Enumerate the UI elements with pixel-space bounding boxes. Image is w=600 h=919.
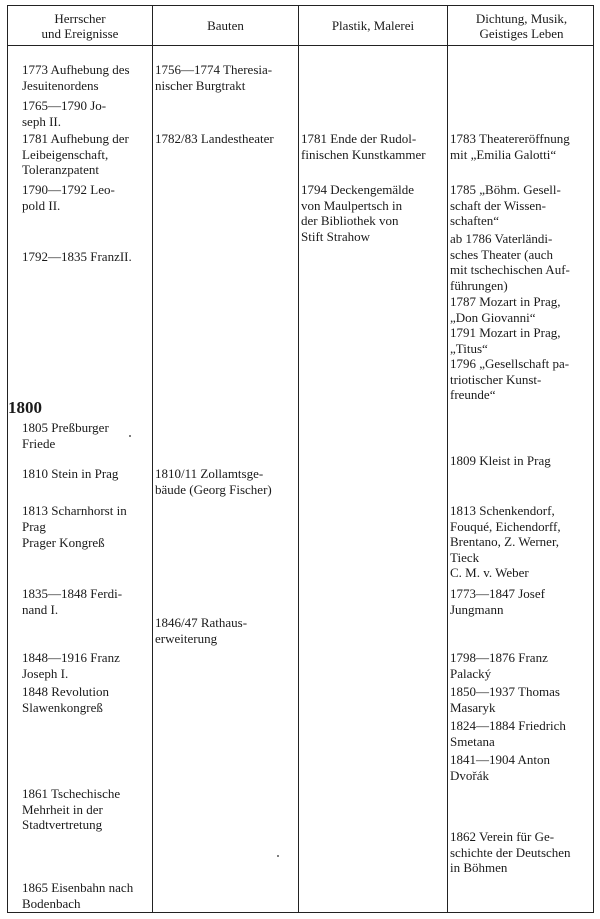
- header-literature-music: Dichtung, Musik, Geistiges Leben: [475, 10, 568, 41]
- event-entry: 1773 Aufhebung des Jesuitenordens: [22, 62, 130, 93]
- culture-entry: 1809 Kleist in Prag: [450, 453, 551, 468]
- culture-entry: 1785 „Böhm. Gesell- schaft der Wissen- schaften“: [450, 182, 561, 228]
- event-entry: 1813 Scharnhorst in Prag: [22, 503, 127, 534]
- speck: [277, 855, 279, 857]
- art-entry: 1794 Deckengemälde von Maulpertsch in der Bibliothek von Stift Strahow: [301, 182, 414, 244]
- event-entry: Prager Kongreß: [22, 535, 105, 550]
- event-entry: 1781 Aufhebung der Leibeigenschaft, Toleranzpatent: [22, 131, 129, 177]
- year-marker: 1800: [8, 398, 42, 417]
- culture-entry: 1850—1937 Thomas Masaryk: [450, 684, 560, 715]
- speck: [129, 435, 131, 437]
- event-entry: 1865 Eisenbahn nach Bodenbach: [22, 880, 134, 911]
- building-entry: 1810/11 Zollamtsge- bäude (Georg Fischer): [155, 466, 272, 497]
- building-entry: 1846/47 Rathaus- erweiterung: [155, 615, 248, 646]
- culture-entry: 1783 Theatereröffnung mit „Emilia Galotti“: [450, 131, 570, 162]
- column-divider: [152, 6, 153, 912]
- culture-entry: 1787 Mozart in Prag, „Don Giovanni“: [450, 294, 561, 325]
- culture-entry: 1791 Mozart in Prag, „Titus“: [450, 325, 561, 356]
- building-entry: 1756—1774 Theresia- nischer Burgtrakt: [155, 62, 273, 93]
- culture-entry: 1773—1847 Josef Jungmann: [450, 586, 545, 617]
- culture-entry: 1841—1904 Anton Dvořák: [450, 752, 551, 783]
- culture-entry: 1798—1876 Franz Palacký: [450, 650, 548, 681]
- event-entry: 1805 Preßburger Friede: [22, 420, 109, 451]
- column-divider: [447, 6, 448, 912]
- chronology-table: [7, 5, 594, 913]
- culture-entry: ab 1786 Vaterländi- sches Theater (auch mit tschechischen Auf- führungen): [450, 231, 570, 293]
- header-rulers-events: Herrscher und Ereignisse: [41, 10, 119, 41]
- header-divider: [8, 45, 593, 46]
- event-entry: 1810 Stein in Prag: [22, 466, 119, 481]
- building-entry: 1782/83 Landestheater: [155, 131, 274, 146]
- event-entry: 1792—1835 FranzII.: [22, 249, 132, 264]
- header-sculpture-painting: Plastik, Malerei: [331, 18, 415, 33]
- event-entry: 1835—1848 Ferdi- nand I.: [22, 586, 123, 617]
- column-divider: [298, 6, 299, 912]
- event-entry: 1861 Tschechische Mehrheit in der Stadtvertretung: [22, 786, 121, 832]
- culture-entry: 1862 Verein für Ge- schichte der Deutschen in Böhmen: [450, 829, 571, 875]
- culture-entry: 1796 „Gesellschaft pa- triotischer Kunst- freunde“: [450, 356, 570, 402]
- culture-entry: 1824—1884 Friedrich Smetana: [450, 718, 566, 749]
- art-entry: 1781 Ende der Rudol- finischen Kunstkammer: [301, 131, 426, 162]
- header-buildings: Bauten: [207, 18, 244, 33]
- event-entry: 1790—1792 Leo- pold II.: [22, 182, 115, 213]
- event-entry: 1765—1790 Jo- seph II.: [22, 98, 107, 129]
- culture-entry: 1813 Schenkendorf, Fouqué, Eichendorff, Brentano, Z. Werner, Tieck C. M. v. Weber: [450, 503, 561, 580]
- event-entry: 1848 Revolution Slawenkongreß: [22, 684, 110, 715]
- event-entry: 1848—1916 Franz Joseph I.: [22, 650, 120, 681]
